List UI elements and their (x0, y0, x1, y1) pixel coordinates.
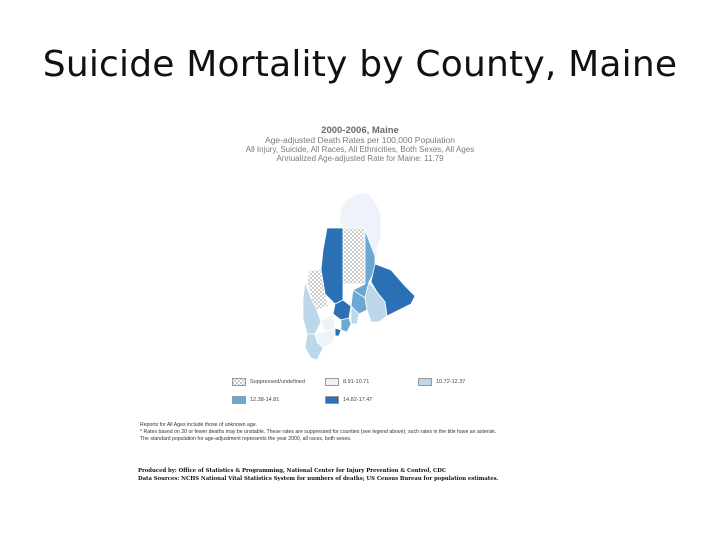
county-map-svg (295, 190, 425, 365)
legend-swatch-class3 (232, 396, 246, 404)
map-title: 2000-2006, Maine (321, 125, 399, 136)
slide-title: Suicide Mortality by County, Maine (42, 44, 678, 85)
legend-swatch-class4 (325, 396, 339, 404)
county-piscataquis (343, 228, 365, 284)
legend-item-class3 (232, 396, 279, 404)
map-notes (140, 422, 570, 443)
credit-produced-lead: Produced by: (138, 468, 177, 474)
legend-label: 8.91-10.71 (343, 379, 370, 385)
credit-sources-lead: Data Sources: (138, 476, 180, 482)
legend-item-class2 (418, 378, 465, 386)
legend-item-suppressed (232, 378, 305, 386)
legend-label: Suppressed/undefined (250, 379, 306, 385)
legend-swatch-class2 (418, 378, 432, 386)
note-line: * Rates based on 20 or fewer deaths may be unstable. These rates are suppressed for counties (see legend above); such rates in the title have an asterisk. (140, 429, 497, 435)
note-line: Reports for All Ages include those of unknown age. (140, 422, 258, 428)
county-lincoln (341, 318, 351, 332)
note-line: The standard population for age-adjustment represents the year 2000, all races, both sexes. (140, 436, 352, 442)
legend-swatch-class1 (325, 378, 339, 386)
maine-county-map (295, 190, 425, 365)
legend-label: 10.72-12.37 (436, 379, 466, 385)
map-legend (232, 378, 532, 410)
credit-sources (138, 475, 598, 483)
map-subtitle: Age-adjusted Death Rates per 100,000 Population (265, 135, 455, 145)
legend-swatch-suppressed (232, 378, 246, 386)
credit-produced (138, 467, 598, 475)
legend-label: 14.82-17.47 (343, 397, 373, 403)
credit-produced-text: Office of Statistics & Programming, National Center for Injury Prevention & Control, CDC (178, 468, 447, 474)
legend-item-class4 (325, 396, 372, 404)
county-sagadahoc (335, 328, 341, 336)
map-header (230, 125, 490, 163)
legend-item-class1 (325, 378, 369, 386)
map-credits (138, 467, 598, 483)
map-filter-text: All Injury, Suicide, All Races, All Ethnicities, Both Sexes, All Ages (245, 145, 475, 154)
map-state-rate: Annualized Age-adjusted Rate for Maine: 11.79 (276, 154, 444, 163)
legend-label: 12.38-14.81 (250, 397, 280, 403)
credit-sources-text: NCHS National Vital Statistics System for numbers of deaths; US Census Bureau for population estimates. (181, 476, 499, 482)
